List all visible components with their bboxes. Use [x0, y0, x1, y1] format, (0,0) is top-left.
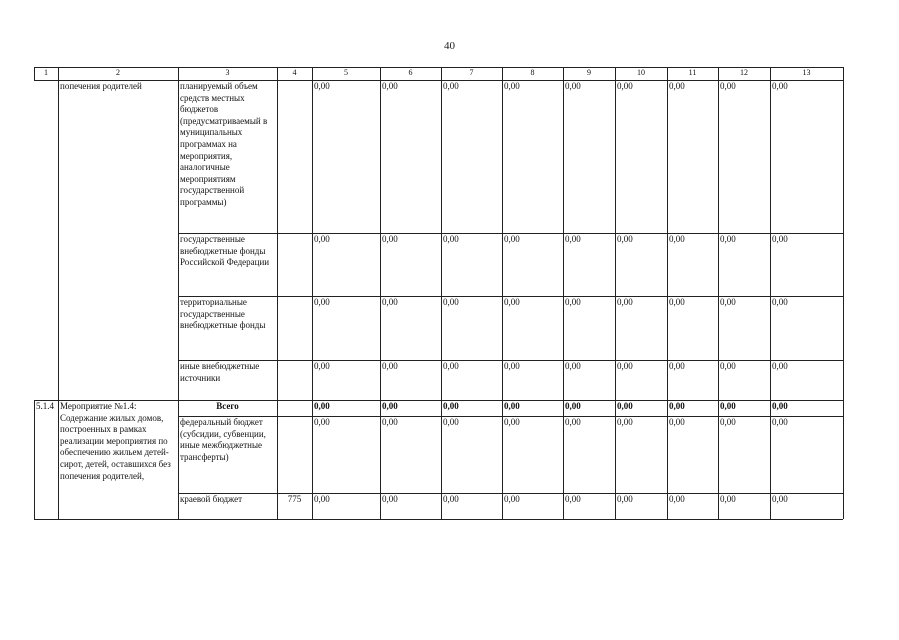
table-rule: [34, 80, 843, 81]
value-cell: 0,00: [314, 297, 330, 307]
funding-source: государственные внебюджетные фонды Российской Федерации: [180, 234, 270, 268]
value-cell: 0,00: [669, 494, 685, 504]
table-rule: [563, 67, 564, 519]
funding-source: Всего: [216, 401, 239, 411]
header-cell-13: 13: [802, 68, 811, 77]
value-cell: 0,00: [565, 234, 581, 244]
value-cell: 0,00: [314, 401, 330, 411]
value-cell: 0,00: [565, 361, 581, 371]
value-cell: 0,00: [669, 81, 685, 91]
row-code: [277, 233, 312, 296]
value-cell: 0,00: [772, 297, 788, 307]
value-cell: 0,00: [720, 361, 736, 371]
funding-source: иные внебюджетные источники: [180, 361, 260, 383]
value-cell: 0,00: [772, 234, 788, 244]
value-cell: 0,00: [720, 401, 736, 411]
value-cell: 0,00: [504, 361, 520, 371]
header-cell-5: 5: [344, 68, 348, 77]
value-cell: 0,00: [504, 494, 520, 504]
value-cell: 0,00: [772, 361, 788, 371]
table-rule: [34, 67, 843, 68]
value-cell: 0,00: [382, 401, 398, 411]
table-rule: [718, 67, 719, 519]
value-cell: 0,00: [382, 361, 398, 371]
value-cell: 0,00: [443, 297, 459, 307]
header-cell-3: 3: [225, 68, 230, 77]
table-rule: [277, 67, 278, 519]
measure-title: [58, 400, 178, 519]
value-cell: 0,00: [772, 81, 788, 91]
value-cell: 0,00: [669, 417, 685, 427]
header-cell-4: 4: [292, 68, 297, 77]
value-cell: 0,00: [565, 417, 581, 427]
table-rule: [843, 67, 844, 519]
header-cell-11: 11: [688, 68, 697, 77]
measure-heading: Мероприятие №1.4:: [60, 401, 137, 411]
value-cell: 0,00: [314, 81, 330, 91]
value-cell: 0,00: [617, 234, 633, 244]
value-cell: 0,00: [720, 494, 736, 504]
value-cell: 0,00: [565, 297, 581, 307]
page-number: 40: [444, 40, 455, 52]
table-rule: [380, 67, 381, 519]
header-cell-6: 6: [408, 68, 413, 77]
value-cell: 0,00: [382, 297, 398, 307]
value-cell: 0,00: [565, 401, 581, 411]
value-cell: 0,00: [565, 81, 581, 91]
header-cell-7: 7: [469, 68, 474, 77]
value-cell: 0,00: [382, 494, 398, 504]
value-cell: 0,00: [443, 417, 459, 427]
value-cell: 0,00: [669, 361, 685, 371]
value-cell: 0,00: [504, 417, 520, 427]
row-code: [277, 416, 312, 493]
value-cell: 0,00: [443, 494, 459, 504]
row-code: [277, 400, 312, 416]
table-rule: [34, 67, 35, 80]
value-cell: 0,00: [617, 417, 633, 427]
table-rule: [441, 67, 442, 519]
value-cell: 0,00: [504, 401, 520, 411]
table-rule: [770, 67, 771, 519]
value-cell: 0,00: [443, 361, 459, 371]
value-cell: 0,00: [617, 297, 633, 307]
value-cell: 0,00: [772, 494, 788, 504]
value-cell: 0,00: [443, 234, 459, 244]
value-cell: 0,00: [382, 81, 398, 91]
header-cell-9: 9: [587, 68, 591, 77]
value-cell: 0,00: [504, 297, 520, 307]
table-rule: [34, 400, 843, 401]
value-cell: 0,00: [443, 81, 459, 91]
measure-description: Содержание жилых домов, построенных в рамках реализации мероприятия по обеспечению жильем детей-сирот, детей, оставшихся без попечения родителей,: [60, 412, 171, 481]
value-cell: 0,00: [617, 401, 633, 411]
value-cell: 0,00: [504, 234, 520, 244]
funding-source: федеральный бюджет (субсидии, субвенции, иные межбюджетные трансферты): [180, 417, 266, 462]
value-cell: 0,00: [669, 297, 685, 307]
value-cell: 0,00: [720, 234, 736, 244]
value-cell: 0,00: [382, 417, 398, 427]
value-cell: 0,00: [720, 297, 736, 307]
value-cell: 0,00: [504, 81, 520, 91]
measure-number: 5.1.4: [36, 401, 54, 411]
table-rule: [615, 67, 616, 519]
header-cell-12: 12: [740, 68, 748, 77]
table-rule: [58, 67, 59, 519]
value-cell: 0,00: [314, 417, 330, 427]
table-rule: [667, 67, 668, 519]
value-cell: 0,00: [443, 401, 459, 411]
header-cell-8: 8: [530, 68, 535, 77]
row-code: 775: [287, 494, 302, 504]
value-cell: 0,00: [617, 81, 633, 91]
value-cell: 0,00: [772, 417, 788, 427]
continuation-text: попечения родителей: [60, 81, 142, 91]
table-rule: [34, 400, 35, 519]
funding-source: планируемый объем средств местных бюджетов (предусматриваемый в муниципальных программах на мероприятия, аналогичные мероприятиям государственной программы): [180, 81, 268, 207]
table-rule: [312, 67, 313, 519]
value-cell: 0,00: [314, 234, 330, 244]
value-cell: 0,00: [314, 361, 330, 371]
row-code: [277, 80, 312, 233]
value-cell: 0,00: [382, 234, 398, 244]
header-cell-10: 10: [637, 68, 645, 77]
table-rule: [502, 67, 503, 519]
funding-source: краевой бюджет: [180, 494, 243, 504]
header-cell-2: 2: [116, 68, 120, 77]
value-cell: 0,00: [565, 494, 581, 504]
value-cell: 0,00: [617, 494, 633, 504]
row-code: [277, 296, 312, 360]
value-cell: 0,00: [720, 81, 736, 91]
table-rule: [34, 519, 843, 520]
row-code: [277, 360, 312, 400]
value-cell: 0,00: [669, 401, 685, 411]
value-cell: 0,00: [669, 234, 685, 244]
header-cell-1: 1: [44, 68, 48, 77]
value-cell: 0,00: [617, 361, 633, 371]
value-cell: 0,00: [314, 494, 330, 504]
value-cell: 0,00: [720, 417, 736, 427]
table-rule: [178, 67, 179, 519]
value-cell: 0,00: [772, 401, 788, 411]
funding-source: территориальные государственные внебюджетные фонды: [180, 297, 266, 331]
